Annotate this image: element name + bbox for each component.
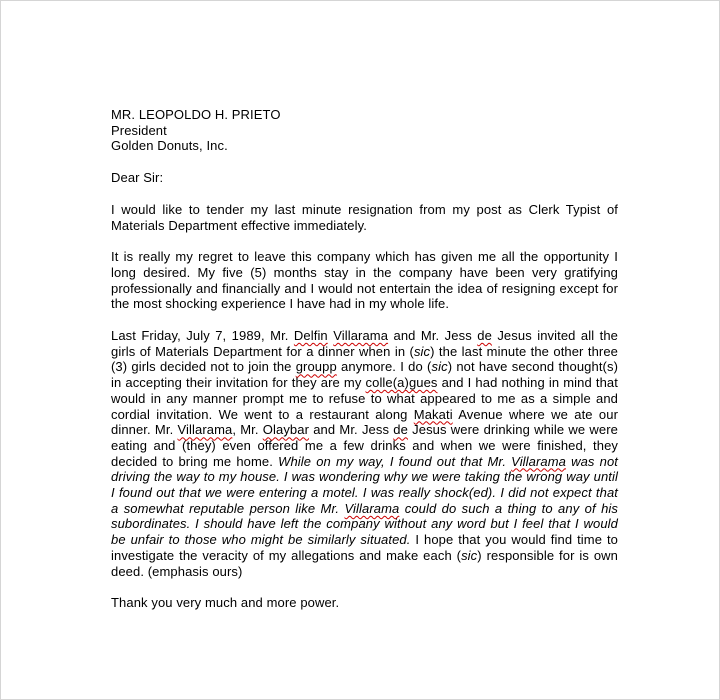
misspelled-word: Villarama: [177, 422, 233, 438]
recipient-block: [111, 107, 618, 154]
misspelled-word: colle(a)gues: [365, 375, 438, 391]
recipient-title: President: [111, 122, 167, 138]
letter-paragraphs: [111, 202, 618, 579]
salutation: Dear Sir:: [111, 170, 164, 186]
misspelled-word: Villarama: [333, 328, 389, 344]
misspelled-word: Makati: [413, 406, 453, 422]
misspelled-word: Villarama: [511, 453, 567, 469]
recipient-name: MR. LEOPOLDO H. PRIETO: [111, 107, 281, 122]
letter-paragraph: I would like to tender my last minute resignation from my post as Clerk Typist of Materials Department effective immediately.: [111, 201, 618, 233]
letter-paragraph: It is really my regret to leave this company which has given me all the opportunity I long desired. My five (5) months stay in the company have been very gratifying professionally and financially and I would not entertain the idea of resigning except for the most shocking experience I have had in my whole life.: [111, 249, 618, 312]
misspelled-word: Villarama: [344, 500, 400, 516]
misspelled-word: Olaybar: [262, 422, 310, 438]
misspelled-word: de: [477, 328, 492, 344]
misspelled-word: Delfin: [293, 328, 328, 344]
recipient-company: Golden Donuts, Inc.: [111, 138, 228, 154]
misspelled-word: de: [393, 422, 408, 438]
misspelled-word: groupp: [295, 359, 337, 375]
letter-paragraph: Last Friday, July 7, 1989, Mr. Delfin Villarama and Mr. Jess de Jesus invited all the girls of Materials Department for a dinner when in (sic) the last minute the other three (3) girls decided not to join the groupp anymore. I do (sic) not have second thought(s) in accepting their invitation for they are my colle(a)gues and I had nothing in mind that would in any manner prompt me to refuse to what appeared to me as a simple and cordial invitation. We went to a restaurant along Makati Avenue where we ate our dinner. Mr. Villarama, Mr. Olaybar and Mr. Jess de Jesus were drinking while we were eating and (they) even offered me a few drinks and when we were finished, they decided to bring me home. While on my way, I found out that Mr. Villarama was not driving the way to my house. I was wondering why we were taking the wrong way until I found out that we were entering a motel. I was really shock(ed). I did not expect that a somewhat reputable person like Mr. Villarama could do such a thing to any of his subordinates. I should have left the company without any word but I feel that I would be unfair to those who might be similarly situated. I hope that you would find time to investigate the veracity of my allegations and make each (sic) responsible for is own deed. (emphasis ours): [111, 328, 619, 579]
closing-line: Thank you very much and more power.: [111, 595, 340, 611]
letter-body: [111, 107, 618, 611]
